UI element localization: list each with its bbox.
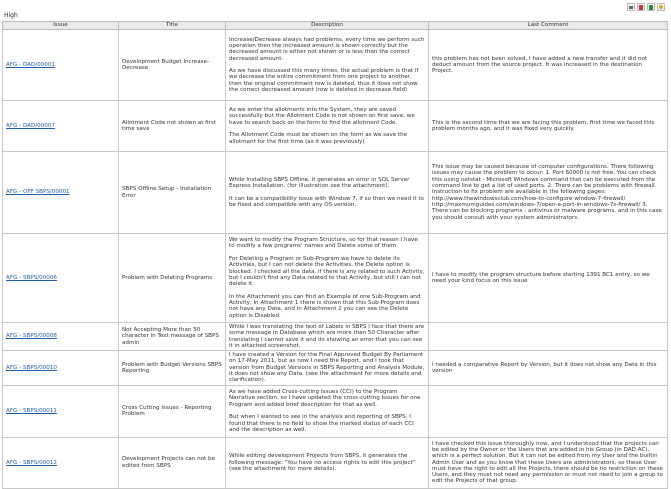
table-row[interactable]	[3, 351, 668, 385]
issue-cell	[3, 101, 119, 152]
issue-cell	[3, 437, 119, 488]
issue-link[interactable]: AFG - SBPS/00008	[6, 333, 57, 340]
issue-description: As we enter the allotments into the System, they are saved successfully but the Allotment Code is not shown on first save, we have to search back on the form to find the allotment Code. The Allotment Code must be shown on the form as we save the allotment for the first time (as it was previously).	[226, 101, 429, 152]
last-comment: this problem has not been solved, I have added a new transfer and it did not deduct amount from the source project. It was increased in the destination Project.	[429, 30, 668, 101]
issue-title: Problem with Deleting Programs	[119, 234, 226, 323]
issue-description: As we have added Cross-cutting Issues (CCI) to the Program Narrative section, so I have updated the cross-cutting Issues for one Program and added brief description for that as well. But when I wanted to see in the analysis and reporting of SBPS, I found that there is no field to show the marked status of each CCI and the description as well.	[226, 385, 429, 437]
issue-link[interactable]: AFG - SBPS/00011	[6, 408, 57, 415]
table-row[interactable]	[3, 385, 668, 437]
issue-link[interactable]: AFG - SBPS/00010	[6, 364, 57, 371]
issue-description: While Installing SBPS Offline, it generates an error in SQL Server Express Installation. (for illustration see the attachment). It can be a compatibility issue with Window 7, if so then we need it to be fixed and compatible with any OS version.	[226, 152, 429, 234]
issue-link[interactable]: AFG - DAD/00001	[6, 61, 55, 68]
column-header-title[interactable]: Title	[119, 22, 226, 30]
issue-title: SBPS Offline Setup - Installation Error	[119, 152, 226, 234]
table-row[interactable]	[3, 101, 668, 152]
issue-title: Development Budget Increase-Decrease	[119, 30, 226, 101]
table-row[interactable]	[3, 323, 668, 351]
last-comment	[429, 323, 668, 351]
column-header-last-comment[interactable]: Last Comment	[429, 22, 668, 30]
issue-description: Increase/Decrease always had problems, every time we perform such operation then the increased amount is shown correctly but the decreased amount is either not shown or is less than the correct decreased amount. As we have discussed this many times, the actual problem is that if we decrease the entire commitment from one project to another, then the original commitment row is deleted, thus it does not show the correct decreased amount (row is deleted in decrease field)	[226, 30, 429, 101]
issue-description: We want to modify the Program Structure, so for that reason I have to modify a few programs' names and Delete some of them. For Deleting a Program or Sub-Program we have to delete its Activities, but I can not delete the Activities, the Delete option is blocked. I checked all the data, if there is any related to such Activity, but I couldn't find any Data related to that Activity, but still I can not delete it. In the Attachment you can find an Example of one Sub-Program and Activity, in Attachment 1 there is shown that this Sub-Program does not have any Data, and in Attachment 2 you can see the Delete option is Disabled.	[226, 234, 429, 323]
table-row[interactable]	[3, 437, 668, 488]
table-row[interactable]	[3, 152, 668, 234]
issue-cell	[3, 323, 119, 351]
last-comment: I needed a comparative Report by Version, but it does not show any Data in this version	[429, 351, 668, 385]
issue-link[interactable]: AFG - SBPS/00012	[6, 459, 57, 466]
issue-description: I have created a Version for the Final Approved Budget By Parliament on 17-May 2011, but as now I need the Report, and I took that version from Budget Versions in SBPS Reporting and Analysis Module, it does not show any Data. (see the attachment for more details and clarification).	[226, 351, 429, 385]
issue-cell	[3, 152, 119, 234]
issue-link[interactable]: AFG - OFF SBPS/00001	[6, 189, 70, 196]
table-row[interactable]	[3, 30, 668, 101]
table-header-row	[3, 22, 668, 30]
last-comment: I have checked this issue thoroughly now, and I understood that the projects can be edited by the Owner or the Users that are added in his Group (in DAD AC), which is a perfect solution. But it can not be edited from my User and the builtin Admin User and as you know that these Users are administrators, so these User must have the right to edit all the Projects, there should be no restriction on these Users, and they must not need any permission or must not need to join a group to edit the Projects of that group.	[429, 437, 668, 488]
issue-cell	[3, 385, 119, 437]
issue-link[interactable]: AFG - SBPS/00006	[6, 274, 57, 281]
issue-title: Not Accepting More than 50 character in Text message of SBPS admin	[119, 323, 226, 351]
issue-cell	[3, 234, 119, 323]
priority-group-label: High	[4, 12, 18, 19]
issue-title: Problem with Budget Versions SBPS Reporting	[119, 351, 226, 385]
help-icon[interactable]	[657, 3, 665, 11]
issue-cell	[3, 351, 119, 385]
issue-title: Cross Cutting Issues - Reporting Problem	[119, 385, 226, 437]
issue-title: Development Projects can not be edited from SBPS	[119, 437, 226, 488]
issue-link[interactable]: AFG - DAD/00007	[6, 122, 55, 129]
issue-cell	[3, 30, 119, 101]
issue-title: Allotment Code not shown at first time save	[119, 101, 226, 152]
issues-table	[2, 21, 668, 489]
pdf-icon[interactable]	[637, 3, 645, 11]
issue-description: While I was translating the text of Labels in SBPS I face that there are some message in Database which are more than 50 Character after translating I cannot save it and its showing an error that you can see it in attached screenshot.	[226, 323, 429, 351]
column-header-issue[interactable]: Issue	[3, 22, 119, 30]
last-comment: This is the second time that we are facing this problem, first time we faced this problem months ago, and it was fixed very quickly.	[429, 101, 668, 152]
column-header-description[interactable]: Description	[226, 22, 429, 30]
print-icon[interactable]	[627, 3, 635, 11]
excel-icon[interactable]	[647, 3, 655, 11]
last-comment	[429, 385, 668, 437]
last-comment: I have to modify the program structure before starting 1391 BC1 entry, so we need your kind focus on this issue	[429, 234, 668, 323]
report-toolbar	[627, 3, 665, 12]
table-row[interactable]	[3, 234, 668, 323]
last-comment: This issue may be caused because of computer configurations. There following issues may cause the problem to occur: 1. Port 60000 is not free. You can check this using netstat - Microsoft Windows command that can be executed from the command line to get a list of used ports. 2. There can be problems with firewall. Instruction to fix problem are available in the following pages: http://www.thewindowsclub.com/how-to-configure-window-7-firewall/ http://maxmumguides.com/windows-7/open-a-port-in-windows-7s-firewall/ 3. There can be blocking programs - antivirus or malware programs, and in this case you should consult with your system administrators.	[429, 152, 668, 234]
issue-description: While editing development Projects from SBPS, it generates the following message: "You have no access rights to edit this project" (see the attachment for more details).	[226, 437, 429, 488]
